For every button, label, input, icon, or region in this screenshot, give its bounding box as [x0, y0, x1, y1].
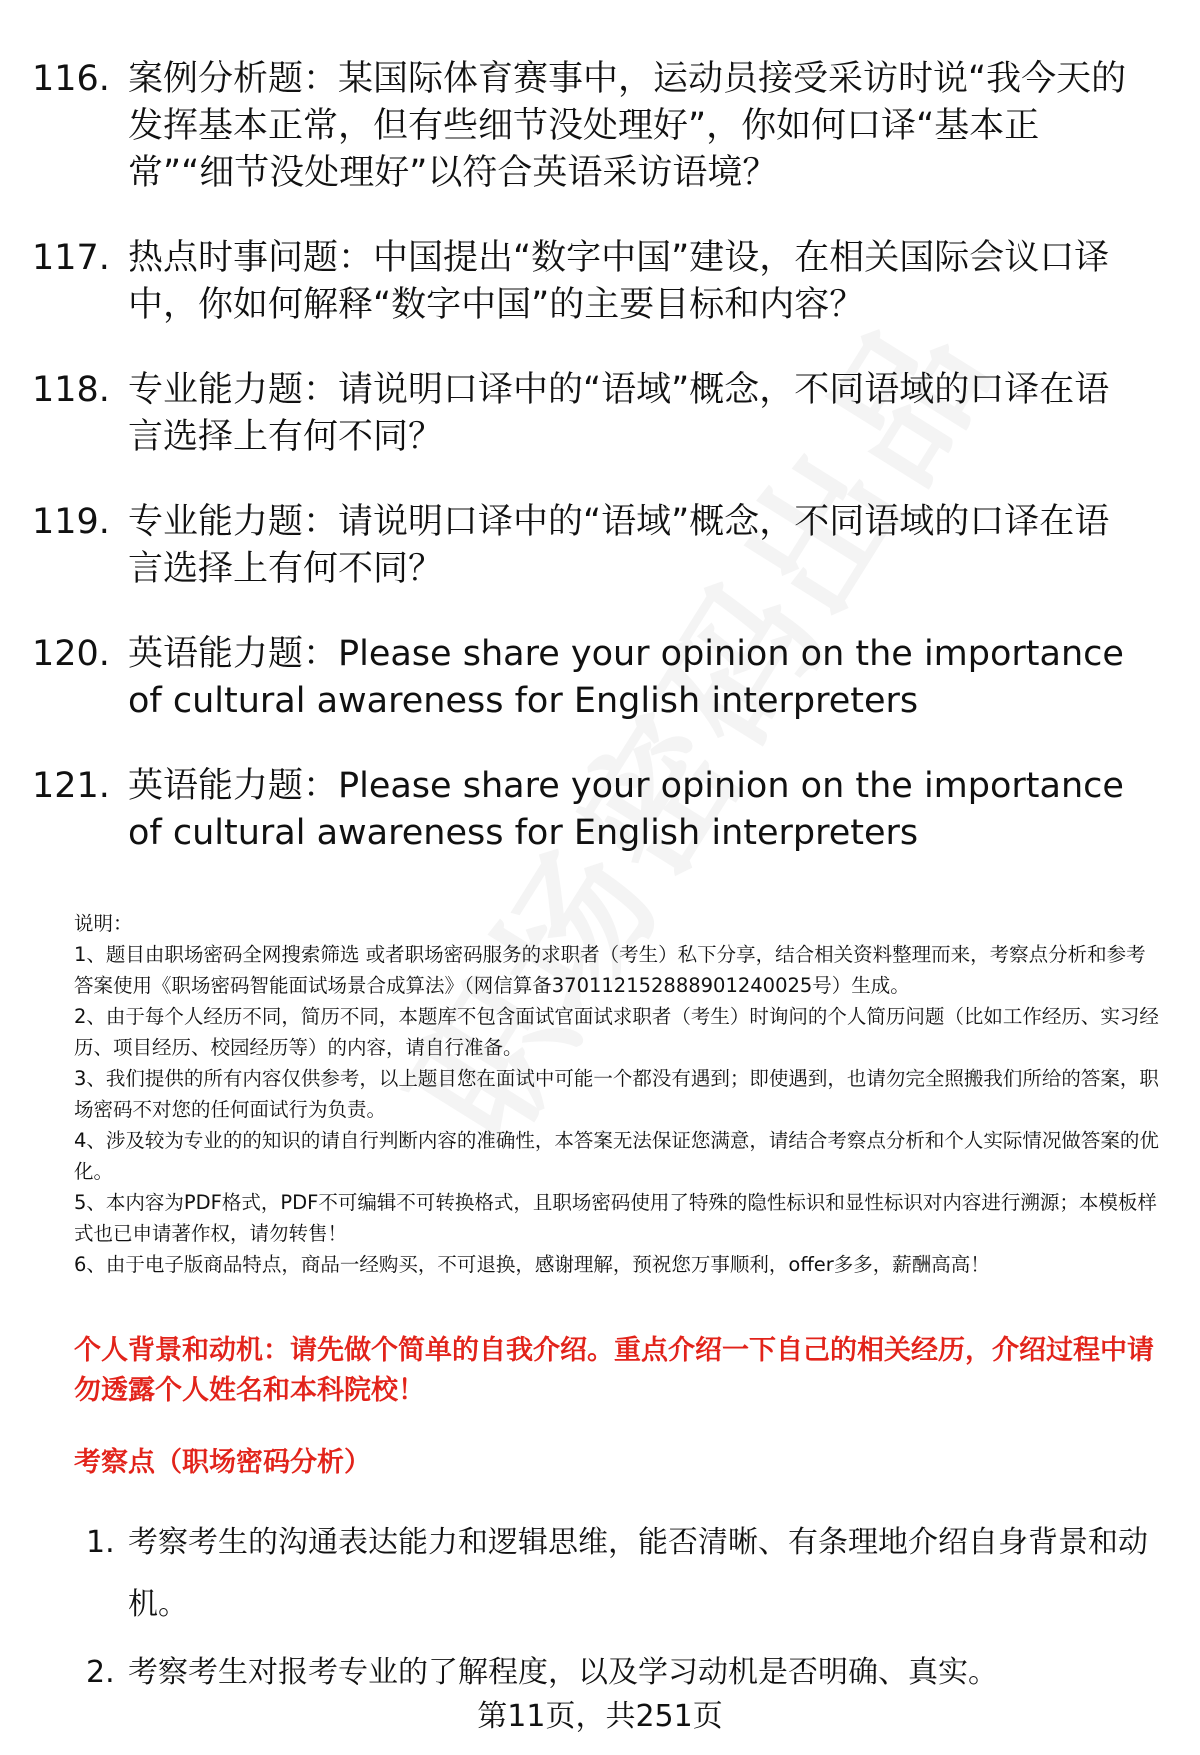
note-item: 6、由于电子版商品特点，商品一经购买，不可退换，感谢理解，预祝您万事顺利，offer多多，薪酬高高！: [74, 1253, 990, 1276]
question-item: [0, 499, 1200, 593]
point-number: 1.: [86, 1525, 115, 1560]
question-item: [0, 235, 1200, 329]
question-number: 120.: [32, 634, 110, 674]
point-number: 2.: [86, 1655, 115, 1690]
note-item: 3、我们提供的所有内容仅供参考，以上题目您在面试中可能一个都没有遇到；即使遇到，也请勿完全照搬我们所给的答案，职场密码不对您的任何面试行为负责。: [74, 1067, 1159, 1121]
analysis-point: [0, 1642, 1200, 1704]
notes-title: 说明：: [74, 912, 133, 935]
question-text: 专业能力题：请说明口译中的“语域”概念，不同语域的口译在语言选择上有何不同？: [128, 370, 1110, 457]
question-number: 121.: [32, 766, 110, 806]
question-number: 118.: [32, 370, 110, 410]
page-footer: 第11页，共251页: [477, 1699, 723, 1734]
note-item: 4、涉及较为专业的的知识的请自行判断内容的准确性，本答案无法保证您满意，请结合考察点分析和个人实际情况做答案的优化。: [74, 1129, 1159, 1183]
note-item: 1、题目由职场密码全网搜索筛选 或者职场密码服务的求职者（考生）私下分享，结合相关资料整理而来，考察点分析和参考答案使用《职场密码智能面试场景合成算法》（网信算备370112152888901240025号）生成。: [74, 943, 1146, 997]
note-item: 5、本内容为PDF格式，PDF不可编辑不可转换格式，且职场密码使用了特殊的隐性标识和显性标识对内容进行溯源；本模板样式也已申请著作权，请勿转售！: [74, 1191, 1157, 1245]
question-text: 英语能力题：Please share your opinion on the importance of cultural awareness for English interpreters: [128, 634, 1124, 721]
question-text: 热点时事问题：中国提出“数字中国”建设，在相关国际会议口译中，你如何解释“数字中国”的主要目标和内容？: [128, 238, 1110, 325]
analysis-point: [0, 1512, 1200, 1636]
note-item: 2、由于每个人经历不同，简历不同，本题库不包含面试官面试求职者（考生）时询问的个人简历问题（比如工作经历、实习经历、项目经历、校园经历等）的内容，请自行准备。: [74, 1005, 1159, 1059]
question-text: 专业能力题：请说明口译中的“语域”概念，不同语域的口译在语言选择上有何不同？: [128, 502, 1110, 589]
analysis-points: [0, 1512, 1200, 1710]
point-text: 考察考生的沟通表达能力和逻辑思维，能否清晰、有条理地介绍自身背景和动机。: [128, 1525, 1148, 1622]
question-number: 117.: [32, 238, 110, 278]
question-number: 119.: [32, 502, 110, 542]
question-item: [0, 763, 1200, 857]
question-item: [0, 56, 1200, 197]
section-heading: 个人背景和动机：请先做个简单的自我介绍。重点介绍一下自己的相关经历，介绍过程中请勿透露个人姓名和本科院校！: [74, 1335, 1154, 1406]
analysis-heading: 考察点（职场密码分析）: [74, 1447, 371, 1478]
question-item: [0, 631, 1200, 725]
question-text: 英语能力题：Please share your opinion on the importance of cultural awareness for English interpreters: [128, 766, 1124, 853]
question-item: [0, 367, 1200, 461]
disclaimer-notes: [74, 908, 1164, 1280]
question-text: 案例分析题：某国际体育赛事中，运动员接受采访时说“我今天的发挥基本正常，但有些细节没处理好”，你如何口译“基本正常”“细节没处理好”以符合英语采访语境？: [128, 59, 1127, 193]
question-list: [0, 56, 1200, 895]
question-number: 116.: [32, 59, 110, 99]
point-text: 考察考生对报考专业的了解程度，以及学习动机是否明确、真实。: [128, 1655, 998, 1690]
